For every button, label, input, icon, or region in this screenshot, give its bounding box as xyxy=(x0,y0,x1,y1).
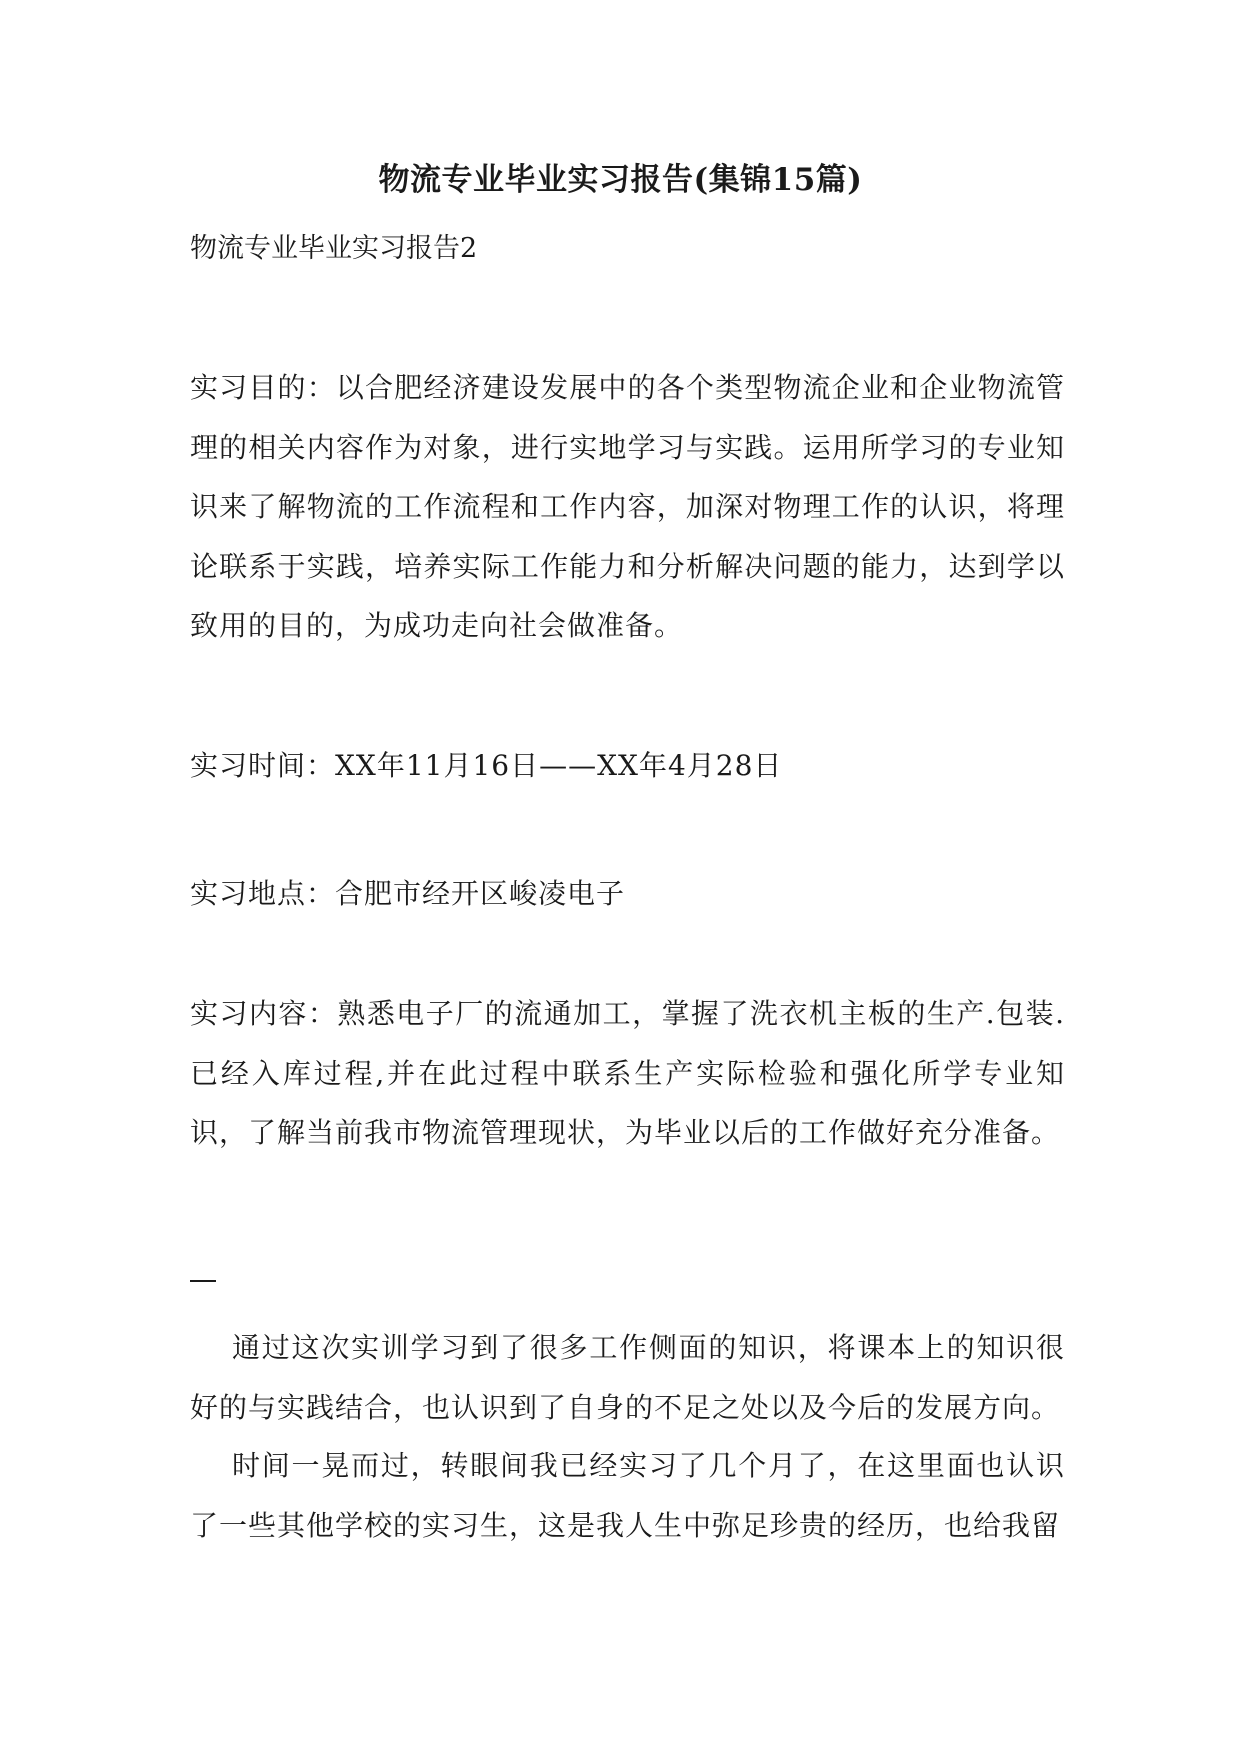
location-line: 实习地点：合肥市经开区峻凌电子 xyxy=(190,877,626,910)
time-line: 实习时间：XX年11月16日——XX年4月28日 xyxy=(190,749,783,782)
body-paragraph-2: 时间一晃而过，转眼间我已经实习了几个月了，在这里面也认识了一些其他学校的实习生，这是我人生中弥足珍贵的经历，也给我留 xyxy=(190,1449,1065,1542)
document-subtitle: 物流专业毕业实习报告2 xyxy=(190,233,478,264)
body-paragraph-1: 通过这次实训学习到了很多工作侧面的知识，将课本上的知识很好的与实践结合，也认识到了自身的不足之处以及今后的发展方向。 xyxy=(190,1331,1065,1424)
purpose-paragraph: 实习目的：以合肥经济建设发展中的各个类型物流企业和企业物流管理的相关内容作为对象，进行实地学习与实践。运用所学习的专业知识来了解物流的工作流程和工作内容，加深对物理工作的认识，将理论联系于实践，培养实际工作能力和分析解决问题的能力，达到学以致用的目的，为成功走向社会做准备。 xyxy=(190,371,1065,642)
document-title: 物流专业毕业实习报告(集锦15篇) xyxy=(378,162,863,198)
separator-dash xyxy=(190,1280,216,1282)
content-paragraph: 实习内容：熟悉电子厂的流通加工，掌握了洗衣机主板的生产.包装.已经入库过程,并在此过程中联系生产实际检验和强化所学专业知识，了解当前我市物流管理现状，为毕业以后的工作做好充分准备。 xyxy=(190,997,1065,1149)
